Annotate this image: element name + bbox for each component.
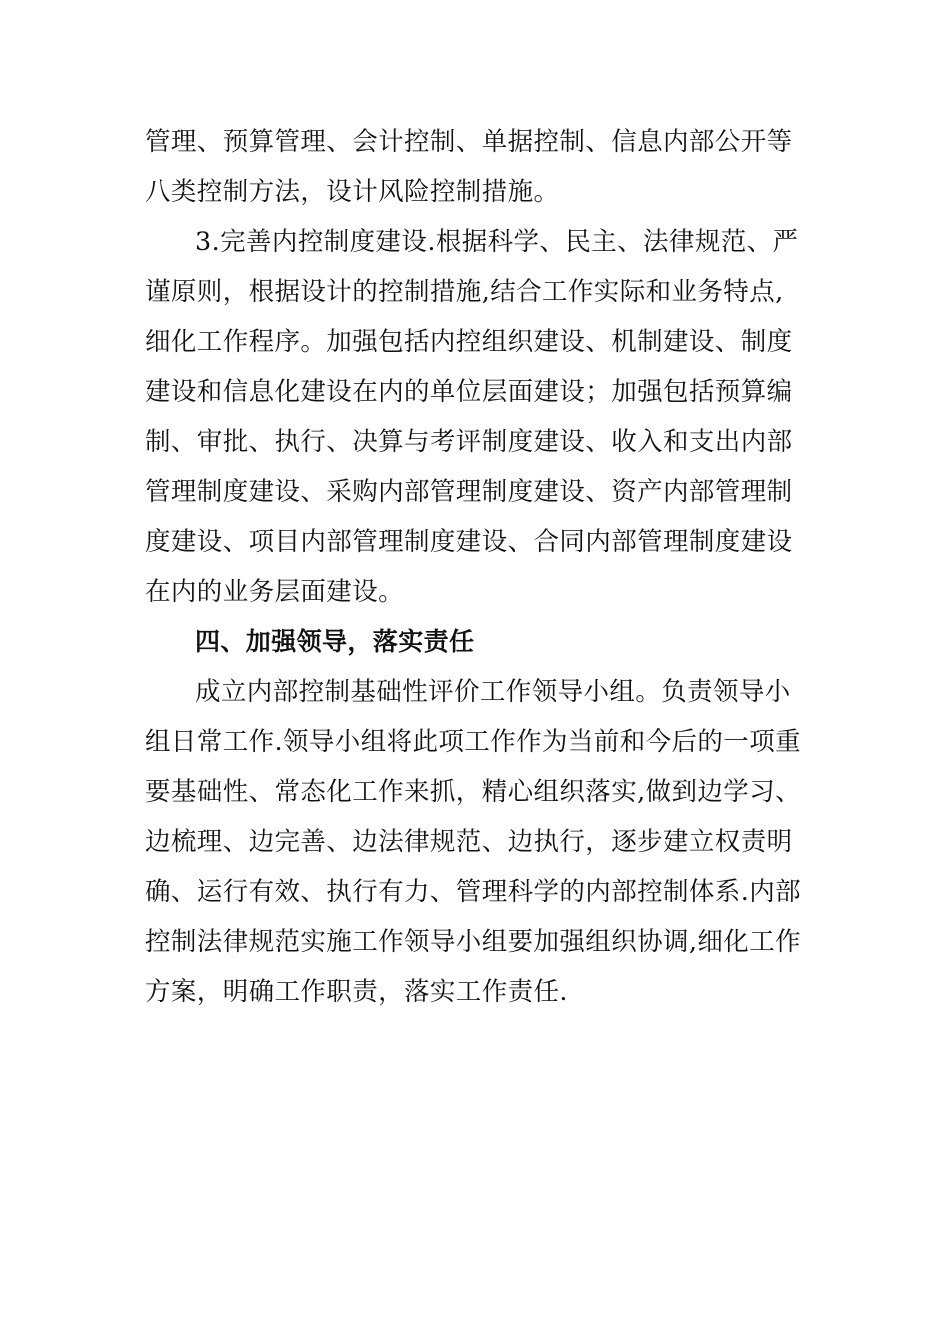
item-3-line-2: 谨原则，根据设计的控制措施,结合工作实际和业务特点,	[145, 277, 784, 307]
paragraph-continuation-line-2: 八类控制方法，设计风险控制措施。	[145, 177, 560, 207]
section-heading-4: 四、加强领导，落实责任	[195, 627, 475, 656]
item-3-line-1: 3.完善内控制度建设.根据科学、民主、法律规范、严	[195, 227, 799, 257]
section-4-line-1: 成立内部控制基础性评价工作领导小组。负责领导小	[195, 677, 791, 707]
section-4-line-3: 要基础性、常态化工作来抓，精心组织落实,做到边学习、	[145, 777, 802, 807]
item-3-line-4: 建设和信息化建设在内的单位层面建设；加强包括预算编	[145, 377, 793, 407]
item-3-line-7: 度建设、项目内部管理制度建设、合同内部管理制度建设	[145, 527, 793, 557]
item-3-line-3: 细化工作程序。加强包括内控组织建设、机制建设、制度	[145, 327, 793, 357]
section-4-line-2: 组日常工作.领导小组将此项工作作为当前和今后的一项重	[145, 727, 802, 757]
section-4-line-7: 方案，明确工作职责，落实工作责任.	[145, 977, 568, 1007]
section-4-line-4: 边梳理、边完善、边法律规范、边执行，逐步建立权责明	[145, 827, 793, 857]
paragraph-continuation-line-1: 管理、预算管理、会计控制、单据控制、信息内部公开等	[145, 127, 793, 157]
item-3-line-5: 制、审批、执行、决算与考评制度建设、收入和支出内部	[145, 427, 793, 457]
section-4-line-5: 确、运行有效、执行有力、管理科学的内部控制体系.内部	[145, 877, 802, 907]
item-3-line-6: 管理制度建设、采购内部管理制度建设、资产内部管理制	[145, 477, 793, 507]
item-3-line-8: 在内的业务层面建设。	[145, 577, 405, 607]
section-4-line-6: 控制法律规范实施工作领导小组要加强组织协调,细化工作	[145, 927, 802, 957]
